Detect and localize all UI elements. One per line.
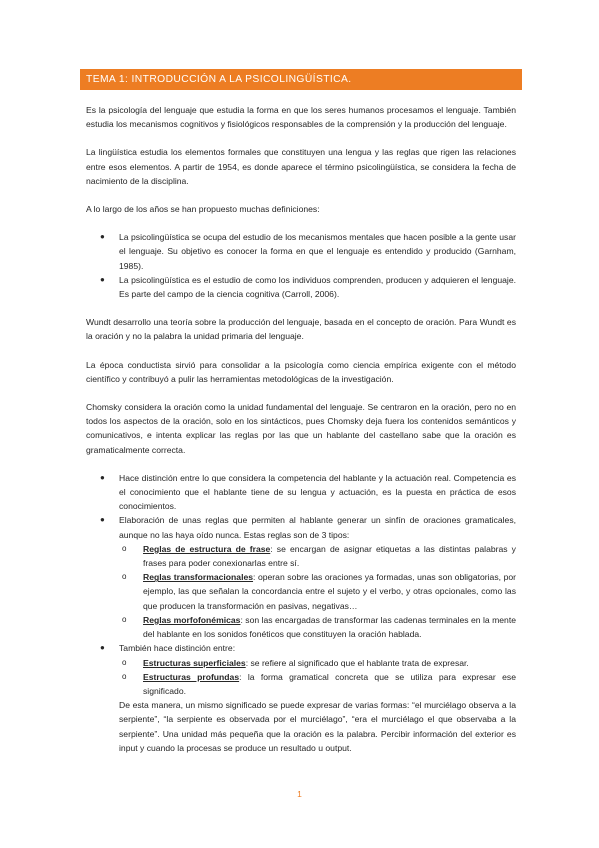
paragraph-definitions-intro: A lo largo de los años se han propuesto muchas definiciones: <box>86 204 320 215</box>
definitions-list <box>86 230 516 301</box>
circle-bullet-icon: o <box>122 671 127 681</box>
bullet-icon: ● <box>100 232 105 242</box>
bullet-icon: ● <box>100 643 105 653</box>
paragraph-linguistics: La lingüística estudia los elementos formales que constituyen una lengua y las reglas que rigen las relaciones entre esos elementos. A partir de 1954, es donde aparece el término psicolingüística, se considera la fecha de nacimiento de la disciplina. <box>86 147 516 186</box>
list-item: ● La psicolingüística se ocupa del estudio de los mecanismos mentales que hacen posible a la gente usar el lenguaje. Su objetivo es conocer la forma en que el lenguaje es entendido y producido (Garnham, 1985). <box>100 232 516 271</box>
list-item: ● Elaboración de unas reglas que permiten al hablante generar un sinfín de oraciones gramaticales, aunque no las haya oído nunca. Estas reglas son de 3 tipos: o Reglas de estructura de frase: se encargan de asignar etiquetas a las distintas palabras y frases para poder conexionarlas entre sí. o Reglas transformacionales: operan sobre las oraciones ya formadas, unas son obligatorias, por ejemplo, las que señalan la concordancia entre el sujeto y el verbo, y otras opcionales, como las que producen la transformación en pasivas, negativas… o Reglas morfofonémicas: son las encargadas de transformar las cadenas terminales en la mente del hablante en los sonidos fonéticos que constituyen la oración hablada. <box>86 513 516 641</box>
rules-list <box>119 542 516 641</box>
paragraph-conductista: La época conductista sirvió para consolidar a la psicología como ciencia empírica exigente con el método científico y contribuyó a pulir las herramientas metodológicas de la investigación. <box>86 359 516 384</box>
list-item: ● Hace distinción entre lo que considera la competencia del hablante y la actuación real. Competencia es el conocimiento que el hablante tiene de su lengua y actuación, es la puesta en práctica de esos conocimientos. <box>100 472 516 512</box>
page-number: 1 <box>297 789 302 799</box>
paragraph-chomsky: Chomsky considera la oración como la unidad fundamental del lenguaje. Se centraron en la oración, pero no en todos los aspectos de la oración, solo en los sintácticos, pues Chomsky deja fuera los contenidos semánticos y comunicativos, e intenta explicar las reglas por las que un hablante del castellano sabe que la oración es gramaticalmente correcta. <box>86 402 516 455</box>
list-item: o Reglas morfofonémicas: son las encargadas de transformar las cadenas terminales en la mente del hablante en los sonidos fonéticos que constituyen la oración hablada. <box>122 614 516 640</box>
list-item: ● La psicolingüística es el estudio de como los individuos comprenden, producen y adquieren el lenguaje. Es parte del campo de la ciencia cognitiva (Carroll, 2006). <box>100 274 516 300</box>
paragraph-wundt: Wundt desarrollo una teoría sobre la producción del lenguaje, basada en el concepto de oración. Para Wundt es la oración y no la palabra la unidad primaria del lenguaje. <box>86 317 516 342</box>
title-banner <box>80 69 522 90</box>
list-item: o Reglas de estructura de frase: se encargan de asignar etiquetas a las distintas palabras y frases para poder conexionarlas entre sí. <box>122 543 516 569</box>
bullet-icon: ● <box>100 472 105 482</box>
document-body <box>86 103 516 755</box>
list-item: o Estructuras superficiales: se refiere al significado que el hablante trata de expresar. <box>119 656 516 670</box>
list-item: o Estructuras profundas: la forma gramatical concreta que se utiliza para expresar ese significado. <box>122 671 516 696</box>
page-title: TEMA 1: INTRODUCCIÓN A LA PSICOLINGÜÍSTICA. <box>86 74 352 85</box>
list-item: ● También hace distinción entre: o Estructuras superficiales: se refiere al significado que el hablante trata de expresar. o Estructuras profundas: la forma gramatical concreta que se utiliza para expresar ese significado. <box>86 641 516 698</box>
circle-bullet-icon: o <box>122 614 127 624</box>
chomsky-list <box>86 471 516 698</box>
paragraph-closing: De esta manera, un mismo significado se puede expresar de varias formas: “el murciélago observa a la serpiente”, “la serpiente es observada por el murciélago”, “era el murciélago el que observaba a la serpiente”. Una unidad más pequeña que la oración es la palabra. Percibir información del exterior es input y cuando la procesas se produce un resultado u output. <box>119 700 516 753</box>
list-item: o Reglas transformacionales: operan sobre las oraciones ya formadas, unas son obligatorias, por ejemplo, las que señalan la concordancia entre el sujeto y el verbo, y otras opcionales, como las que producen la transformación en pasivas, negativas… <box>122 572 516 611</box>
bullet-icon: ● <box>100 515 105 525</box>
bullet-icon: ● <box>100 274 105 284</box>
circle-bullet-icon: o <box>122 657 127 667</box>
circle-bullet-icon: o <box>122 543 127 553</box>
paragraph-intro: Es la psicología del lenguaje que estudia la forma en que los seres humanos procesamos el lenguaje. También estudia los mecanismos cognitivos y fisiológicos responsables de la comprensión y la producción del lenguaje. <box>86 105 516 130</box>
circle-bullet-icon: o <box>122 572 127 582</box>
structures-list <box>119 656 516 699</box>
